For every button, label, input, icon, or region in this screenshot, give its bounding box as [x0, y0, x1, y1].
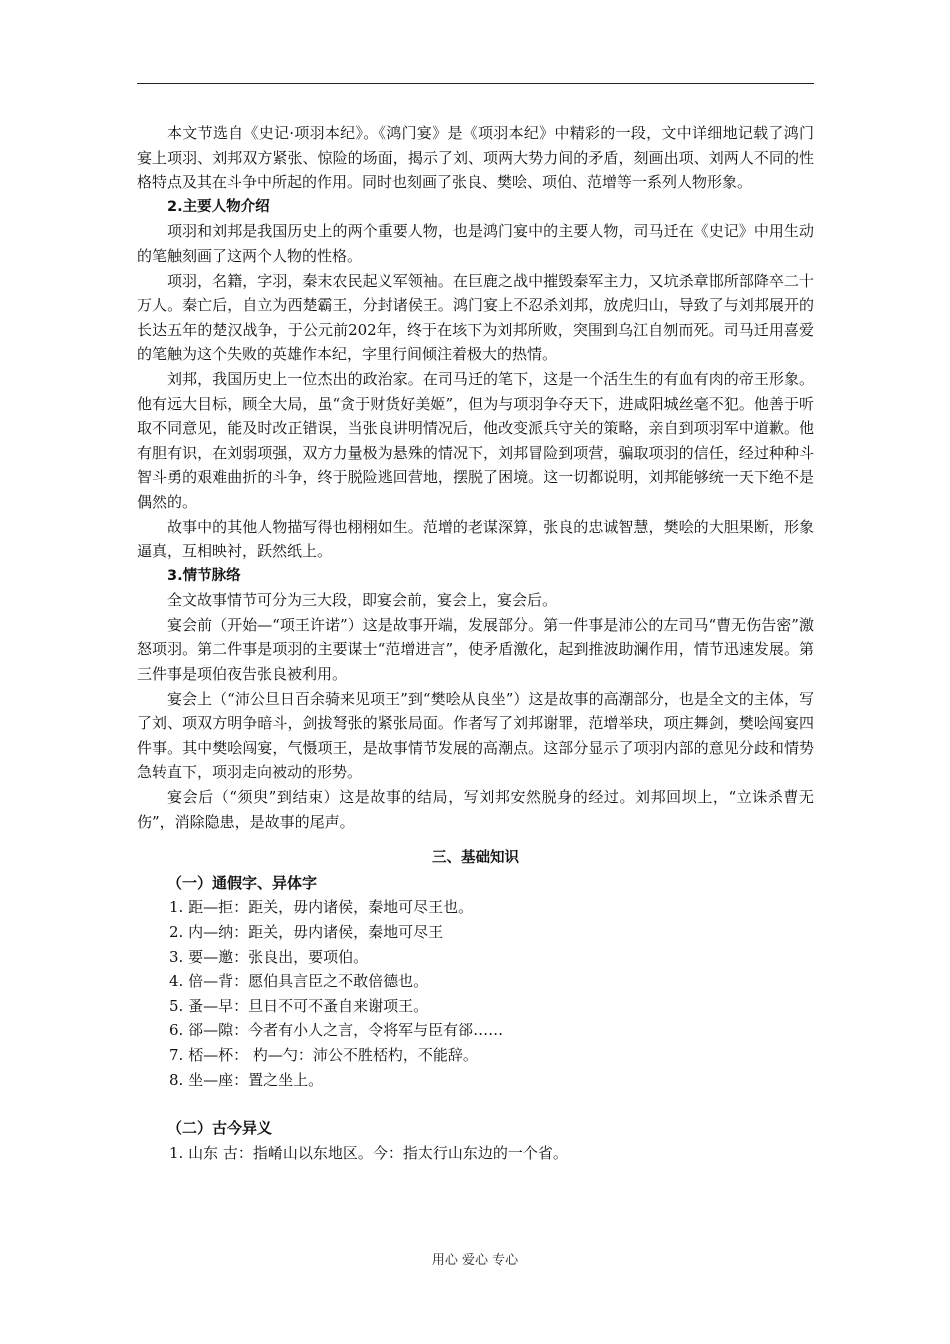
list-item: 8. 坐—座：置之坐上。: [169, 1070, 324, 1089]
list-item: 3. 要—邀：张良出，要项伯。: [169, 947, 369, 966]
list-item: 2. 内—纳：距关，毋内诸侯，秦地可尽王: [169, 923, 444, 941]
liubang-paragraph: 刘邦，我国历史上一位杰出的政治家。在司马迁的笔下，这是一个活生生的有血有肉的帝王形象。他有远大目标，顾全大局，虽“贪于财货好美姬”，但为与项羽争夺天下，进咸阳城丝毫不犯。他善于听取不同意见，能及时改正错误，当张良讲明情况后，他改变派兵守关的策略，亲自到项羽军中道歉。他有胆有识，在刘弱项强，双方力量极为悬殊的情况下，刘邦冒险到项营，骗取项羽的信任，经过种种斗智斗勇的艰难曲折的斗争，终于脱险逃回营地，摆脱了困境。这一切都说明，刘邦能够统一天下绝不是偶然的。: [137, 369, 814, 511]
list-item: 1. 山东 古：指崤山以东地区。今：指太行山东边的一个省。: [169, 1143, 568, 1162]
during-banquet-paragraph: 宴会上（“沛公旦日百余骑来见项王”到“樊哙从良坐”）这是故事的高潮部分，也是全文的主体，写了刘、项双方明争暗斗，剑拔弩张的紧张局面。作者写了刘邦谢罪，范增举玦，项庄舞剑，樊哙闯宴四件事。其中樊哙闯宴，气慑项王，是故事情节发展的高潮点。这部分显示了项羽内部的意见分歧和情势急转直下，项羽走向被动的形势。: [137, 689, 814, 782]
list-item: 7. 桮—杯： 杓—勺：沛公不胜桮杓，不能辞。: [169, 1045, 478, 1064]
page-footer: 用心 爱心 专心: [431, 1253, 519, 1268]
document-body: [137, 121, 814, 1165]
list-item: 5. 蚤—早：旦日不可不蚤自来谢项王。: [169, 996, 429, 1015]
list-item: 6. 郤—隙：今者有小人之言，令将军与臣有郤……: [169, 1021, 504, 1040]
people-paragraph: 项羽和刘邦是我国历史上的两个重要人物，也是鸿门宴中的主要人物，司马迁在《史记》中用生动的笔触刻画了这两个人物的性格。: [137, 222, 814, 265]
header-rule: [137, 83, 814, 84]
list-item: 4. 倍—背：愿伯具言臣之不敢倍德也。: [169, 972, 429, 991]
after-banquet-paragraph: 宴会后（“须臾”到结束）这是故事的结局，写刘邦安然脱身的经过。刘邦回坝上，“立诛杀曹无伤”，消除隐患，是故事的尾声。: [137, 788, 814, 831]
before-banquet-paragraph: 宴会前（开始—“项王许诺”）这是故事开端，发展部分。第一件事是沛公的左司马“曹无伤告密”激怒项羽。第二件事是项羽的主要谋士“范增进言”，使矛盾激化，起到推波助澜作用，情节迅速发展。第三件事是项伯夜告张良被利用。: [137, 615, 814, 684]
intro-paragraph: 本文节选自《史记·项羽本纪》。《鸿门宴》是《项羽本纪》中精彩的一段，文中详细地记载了鸿门宴上项羽、刘邦双方紧张、惊险的场面，揭示了刘、项两大势力间的矛盾，刻画出项、刘两人不同的性格特点及其在斗争中所起的作用。同时也刻画了张良、樊哙、项伯、范增等一系列人物形象。: [137, 124, 814, 192]
list-item: 1. 距—拒：距关，毋内诸侯，秦地可尽王也。: [169, 898, 474, 917]
spacer: [137, 1092, 814, 1116]
subheading-tongjia: （一）通假字、异体字: [167, 873, 318, 892]
heading-plot: 3.情节脉络: [167, 567, 241, 584]
others-paragraph: 故事中的其他人物描写得也栩栩如生。范增的老谋深算，张良的忠诚智慧，樊哙的大胆果断，形象逼真，互相映衬，跃然纸上。: [137, 517, 814, 561]
section-title-basics: 三、基础知识: [432, 850, 519, 867]
plot-paragraph: 全文故事情节可分为三大段，即宴会前，宴会上，宴会后。: [167, 591, 558, 610]
subheading-gujin: （二）古今异义: [167, 1119, 273, 1138]
heading-main-characters: 2.主要人物介绍: [167, 198, 270, 215]
xiangyu-paragraph: 项羽，名籍，字羽，秦末农民起义军领袖。在巨鹿之战中摧毁秦军主力，又坑杀章邯所部降卒二十万人。秦亡后，自立为西楚霸王，分封诸侯王。鸿门宴上不忍杀刘邦，放虎归山，导致了与刘邦展开的长达五年的楚汉战争，于公元前202年，终于在垓下为刘邦所败，突围到乌江自刎而死。司马迁用喜爱的笔触为这个失败的英雄作本纪，字里行间倾注着极大的热情。: [137, 271, 814, 364]
